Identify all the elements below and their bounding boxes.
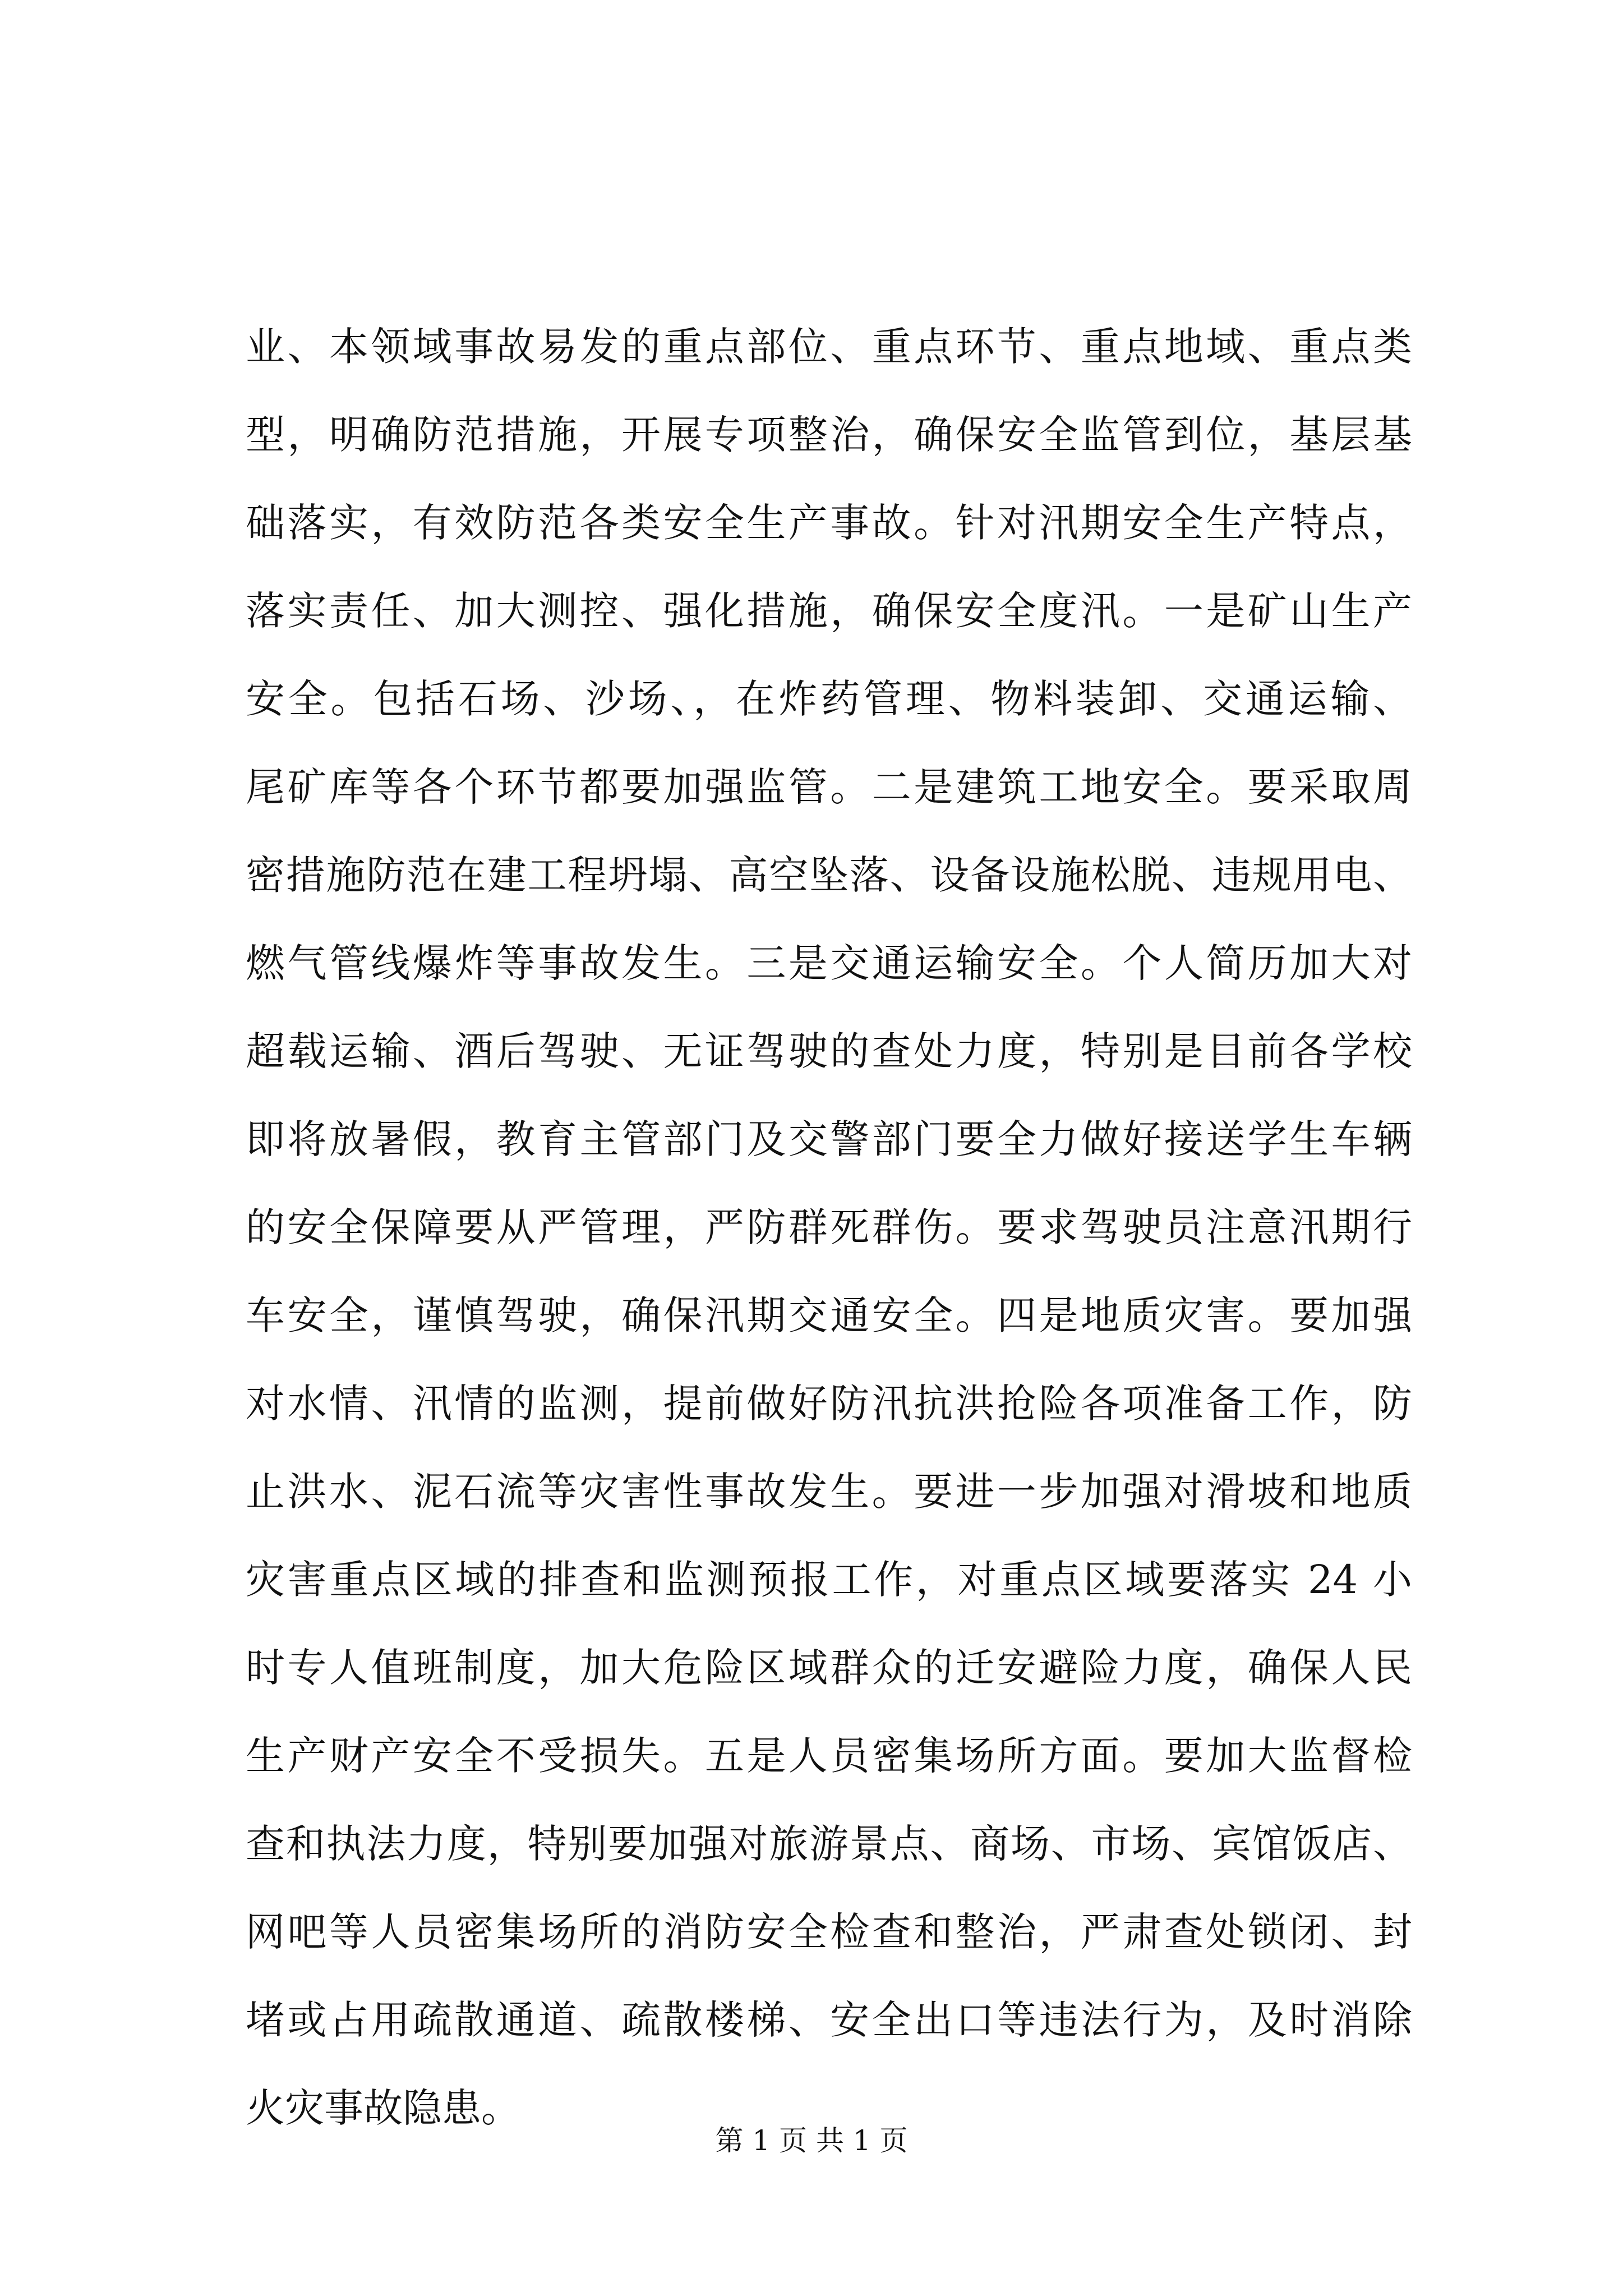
paragraph-line: 止洪水、泥石流等灾害性事故发生。要进一步加强对滑坡和地质 <box>246 1469 1412 1515</box>
paragraph-line: 即将放暑假，教育主管部门及交警部门要全力做好接送学生车辆 <box>246 1116 1412 1162</box>
paragraph-line: 网吧等人员密集场所的消防安全检查和整治，严肃查处锁闭、封 <box>246 1909 1412 1955</box>
body-paragraph <box>246 303 1412 2152</box>
paragraph-line: 灾害重点区域的排查和监测预报工作，对重点区域要落实 24 小 <box>246 1557 1412 1603</box>
paragraph-line: 查和执法力度，特别要加强对旅游景点、商场、市场、宾馆饭店、 <box>246 1821 1412 1867</box>
paragraph-line: 对水情、汛情的监测，提前做好防汛抗洪抢险各项准备工作，防 <box>246 1381 1412 1427</box>
paragraph-line: 落实责任、加大测控、强化措施，确保安全度汛。一是矿山生产 <box>246 588 1412 634</box>
paragraph-line: 安全。包括石场、沙场、，在炸药管理、物料装卸、交通运输、 <box>246 676 1412 722</box>
paragraph-line: 密措施防范在建工程坍塌、高空坠落、设备设施松脱、违规用电、 <box>246 852 1412 898</box>
paragraph-line: 火灾事故隐患。 <box>246 2085 520 2131</box>
paragraph-line: 础落实，有效防范各类安全生产事故。针对汛期安全生产特点， <box>246 500 1412 546</box>
page-number-footer: 第 1 页 共 1 页 <box>715 2124 908 2157</box>
paragraph-line: 车安全，谨慎驾驶，确保汛期交通安全。四是地质灾害。要加强 <box>246 1292 1412 1338</box>
paragraph-line: 堵或占用疏散通道、疏散楼梯、安全出口等违法行为，及时消除 <box>246 1997 1412 2043</box>
paragraph-line: 的安全保障要从严管理，严防群死群伤。要求驾驶员注意汛期行 <box>246 1204 1412 1250</box>
paragraph-line: 超载运输、酒后驾驶、无证驾驶的查处力度，特别是目前各学校 <box>246 1028 1412 1074</box>
paragraph-line: 生产财产安全不受损失。五是人员密集场所方面。要加大监督检 <box>246 1733 1412 1779</box>
paragraph-line: 燃气管线爆炸等事故发生。三是交通运输安全。个人简历加大对 <box>246 940 1412 986</box>
paragraph-line: 业、本领域事故易发的重点部位、重点环节、重点地域、重点类 <box>246 324 1412 370</box>
paragraph-line: 尾矿库等各个环节都要加强监管。二是建筑工地安全。要采取周 <box>246 764 1412 810</box>
paragraph-line: 型，明确防范措施，开展专项整治，确保安全监管到位，基层基 <box>246 412 1412 458</box>
paragraph-line: 时专人值班制度，加大危险区域群众的迁安避险力度，确保人民 <box>246 1645 1412 1691</box>
